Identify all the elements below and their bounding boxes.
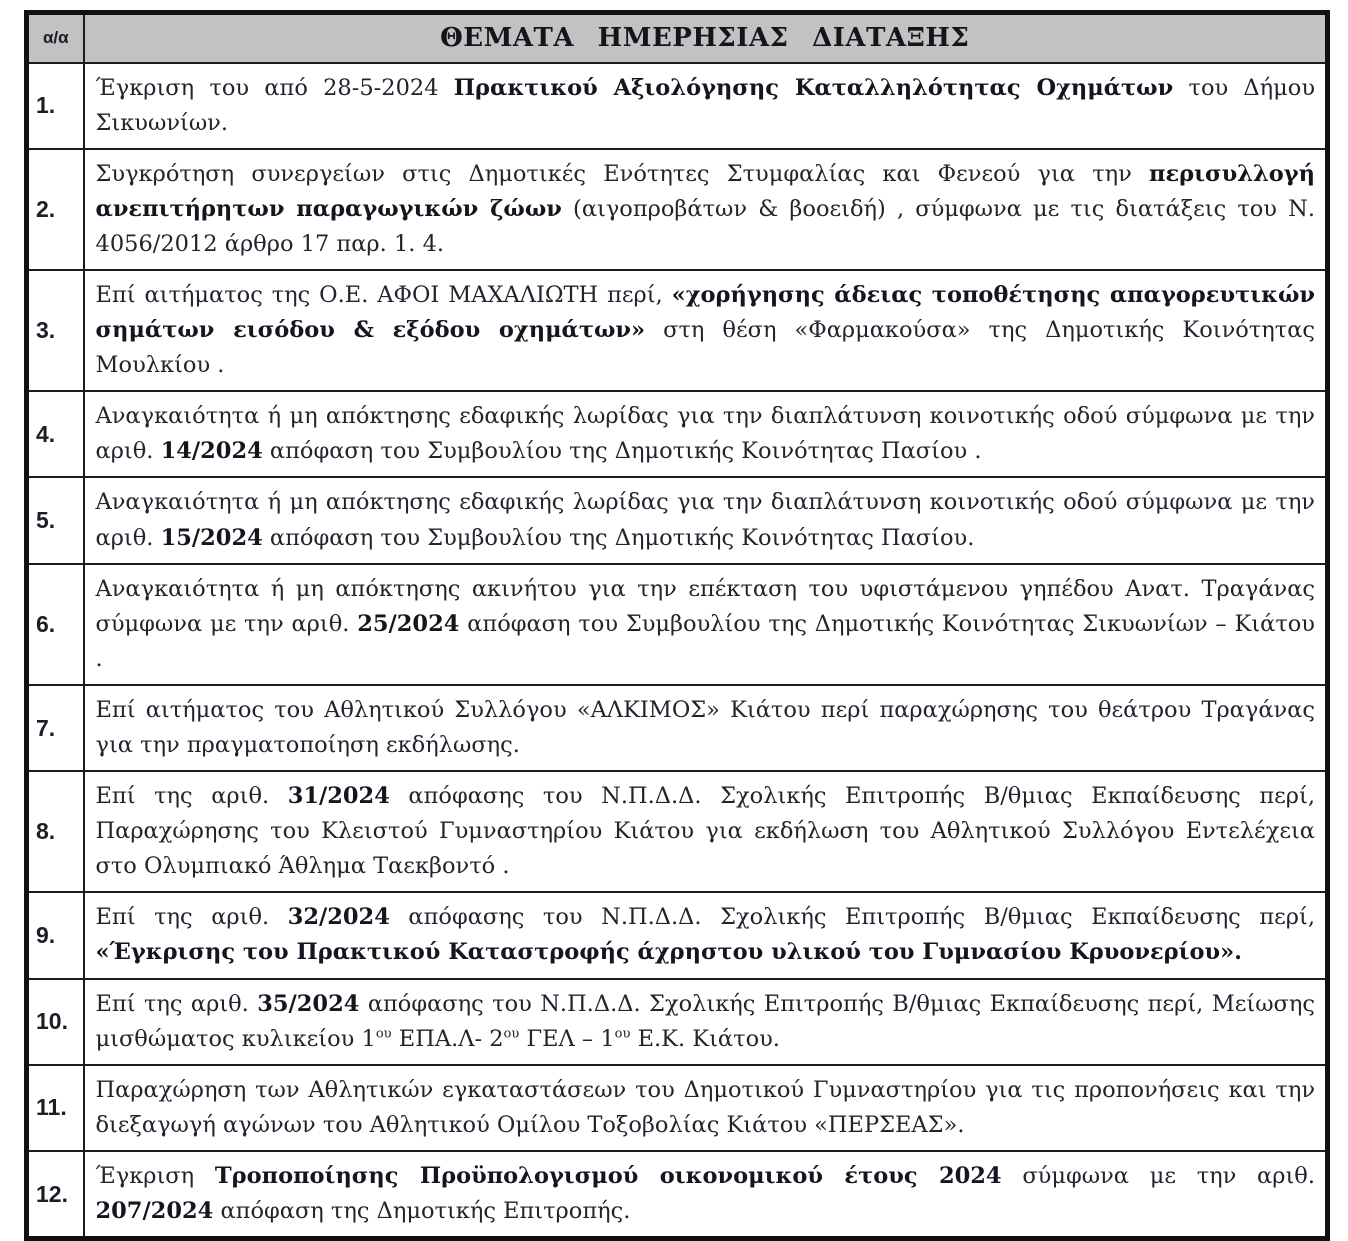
topic-segment: Αναγκαιότητα ή μη απόκτησης εδαφικής λωρίδας για την διαπλάτυνση κοινοτικής οδού σύμφωνα με την αριθ. (95, 489, 1315, 551)
agenda-body (27, 63, 1328, 1239)
topic-segment-bold: 31/2024 (287, 783, 390, 810)
topic-cell (84, 391, 1328, 477)
topic-segment: απόφασης του Ν.Π.Δ.Δ. Σχολικής Επιτροπής Β/θμιας Εκπαίδευσης περί, (389, 904, 1315, 931)
topic-text (96, 1159, 1316, 1229)
table-row (27, 564, 1328, 685)
table-row (27, 1065, 1328, 1151)
topic-text (96, 1073, 1316, 1143)
header-row (27, 13, 1328, 63)
topic-segment: ου (614, 1026, 631, 1042)
table-row (27, 63, 1328, 149)
topic-text (96, 987, 1316, 1057)
topic-cell (84, 270, 1328, 391)
topic-segment-bold: 207/2024 (95, 1198, 214, 1225)
table-row (27, 685, 1328, 771)
topic-text (96, 278, 1316, 383)
row-number: 11. (27, 1065, 84, 1151)
topic-segment: στη θέση «Φαρμακούσα» της Δημοτικής Κοινότητας Μουλκίου . (95, 317, 1315, 379)
topic-text (96, 157, 1316, 262)
topic-segment-bold: 35/2024 (257, 990, 360, 1017)
topic-segment: Επί της αριθ. (95, 783, 288, 810)
row-number: 5. (27, 477, 84, 563)
row-number: 6. (27, 564, 84, 685)
topic-segment-bold: περισυλλογή ανεπιτήρητων παραγωγικών ζώων (95, 160, 1315, 222)
topic-cell (84, 477, 1328, 563)
row-number: 10. (27, 979, 84, 1065)
table-row (27, 771, 1328, 892)
topic-cell (84, 979, 1328, 1065)
row-number: 3. (27, 270, 84, 391)
topic-text (96, 485, 1316, 555)
topic-segment-bold: 15/2024 (160, 524, 263, 551)
topic-segment: ΓΕΛ – 1 (519, 1025, 615, 1052)
topic-segment: απόφασης του Ν.Π.Δ.Δ. Σχολικής Επιτροπής Β/θμιας Εκπαίδευσης περί, Παραχώρησης του Κλειστού Γυμναστηρίου Κιάτου για εκδήλωση του Αθλητικού Συλλόγου Εντελέχεια στο Ολυμπιακό Άθλημα Ταεκβοντό . (95, 783, 1315, 880)
topic-segment: σύμφωνα με την αριθ. (1001, 1162, 1315, 1189)
header-title: ΘΕΜΑΤΑ ΗΜΕΡΗΣΙΑΣ ΔΙΑΤΑΞΗΣ (84, 13, 1328, 63)
topic-segment: Έγκριση (95, 1162, 215, 1189)
header-num-col: α/α (27, 13, 84, 63)
topic-cell (84, 685, 1328, 771)
topic-text (96, 779, 1316, 884)
topic-cell (84, 1065, 1328, 1151)
table-row (27, 892, 1328, 978)
topic-text (96, 399, 1316, 469)
topic-segment: Επί αιτήματος της Ο.Ε. ΑΦΟΙ ΜΑΧΑΛΙΩΤΗ περί, (95, 281, 672, 308)
topic-text (96, 693, 1316, 763)
topic-segment: απόφαση του Συμβουλίου της Δημοτικής Κοινότητας Πασίου. (262, 524, 975, 551)
topic-segment-bold: Τροποποίησης Προϋπολογισμού οικονομικού έτους 2024 (214, 1162, 1002, 1189)
row-number: 12. (27, 1151, 84, 1239)
table-row (27, 477, 1328, 563)
topic-segment-bold: 14/2024 (160, 438, 263, 465)
topic-segment: Επί της αριθ. (95, 904, 288, 931)
topic-text (96, 71, 1316, 141)
topic-segment: απόφαση του Συμβουλίου της Δημοτικής Κοινότητας Σικυωνίων – Κιάτου . (95, 610, 1315, 672)
topic-segment: Αναγκαιότητα ή μη απόκτησης εδαφικής λωρίδας για την διαπλάτυνση κοινοτικής οδού σύμφωνα με την αριθ. (95, 403, 1315, 465)
topic-segment-bold: «Έγκρισης του Πρακτικού Καταστροφής άχρηστου υλικού του Γυμνασίου Κρυονερίου». (95, 939, 1243, 966)
table-row (27, 979, 1328, 1065)
topic-text (96, 900, 1316, 970)
row-number: 1. (27, 63, 84, 149)
table-row (27, 149, 1328, 270)
topic-segment-bold: 25/2024 (357, 610, 460, 637)
table-row (27, 391, 1328, 477)
topic-segment: ΕΠΑ.Λ- 2 (391, 1025, 504, 1052)
topic-segment: Αναγκαιότητα ή μη απόκτησης ακινήτου για την επέκταση του υφιστάμενου γηπέδου Ανατ. Τραγάνας σύμφωνα με την αριθ. (95, 575, 1315, 637)
topic-segment: ου (375, 1026, 392, 1042)
topic-segment: Επί αιτήματος του Αθλητικού Συλλόγου «ΑΛΚΙΜΟΣ» Κιάτου περί παραχώρησης του θεάτρου Τραγάνας για την πραγματοποίηση εκδήλωσης. (95, 696, 1315, 758)
topic-segment-bold: Πρακτικού Αξιολόγησης Καταλληλότητας Οχημάτων (453, 74, 1174, 101)
row-number: 8. (27, 771, 84, 892)
topic-cell (84, 149, 1328, 270)
table-row (27, 1151, 1328, 1239)
topic-cell (84, 892, 1328, 978)
topic-cell (84, 564, 1328, 685)
topic-segment: Ε.Κ. Κιάτου. (630, 1025, 780, 1052)
topic-segment-bold: 32/2024 (287, 904, 390, 931)
topic-segment: απόφαση του Συμβουλίου της Δημοτικής Κοινότητας Πασίου . (262, 438, 982, 465)
row-number: 9. (27, 892, 84, 978)
topic-segment: Επί της αριθ. (95, 990, 258, 1017)
topic-segment: απόφασης του Ν.Π.Δ.Δ. Σχολικής Επιτροπής Β/θμιας Εκπαίδευσης περί, Μείωσης μισθώματος κυλικείου 1 (95, 990, 1316, 1052)
topic-text (96, 572, 1316, 677)
topic-cell (84, 63, 1328, 149)
topic-segment: (αιγοπροβάτων & βοοειδή) , σύμφωνα με τις διατάξεις του Ν. 4056/2012 άρθρο 17 παρ. 1. 4. (95, 195, 1315, 257)
topic-segment: ου (503, 1026, 520, 1042)
topic-segment: Συγκρότηση συνεργείων στις Δημοτικές Ενότητες Στυμφαλίας και Φενεού για την (95, 160, 1150, 187)
agenda-header (27, 13, 1328, 63)
topic-cell (84, 1151, 1328, 1239)
table-row (27, 270, 1328, 391)
row-number: 4. (27, 391, 84, 477)
topic-segment-bold: «χορήγησης άδειας τοποθέτησης απαγορευτικών σημάτων εισόδου & εξόδου οχημάτων» (95, 281, 1315, 344)
row-number: 2. (27, 149, 84, 270)
topic-cell (84, 771, 1328, 892)
topic-segment: απόφαση της Δημοτικής Επιτροπής. (213, 1198, 631, 1225)
row-number: 7. (27, 685, 84, 771)
agenda-table (24, 10, 1330, 1241)
topic-segment: του Δήμου Σικυωνίων. (95, 74, 1315, 136)
topic-segment: Έγκριση του από 28-5-2024 (95, 74, 454, 101)
topic-segment: Παραχώρηση των Αθλητικών εγκαταστάσεων του Δημοτικού Γυμναστηρίου για τις προπονήσεις και την διεξαγωγή αγώνων του Αθλητικού Ομίλου Τοξοβολίας Κιάτου «ΠΕΡΣΕΑΣ». (95, 1076, 1315, 1138)
